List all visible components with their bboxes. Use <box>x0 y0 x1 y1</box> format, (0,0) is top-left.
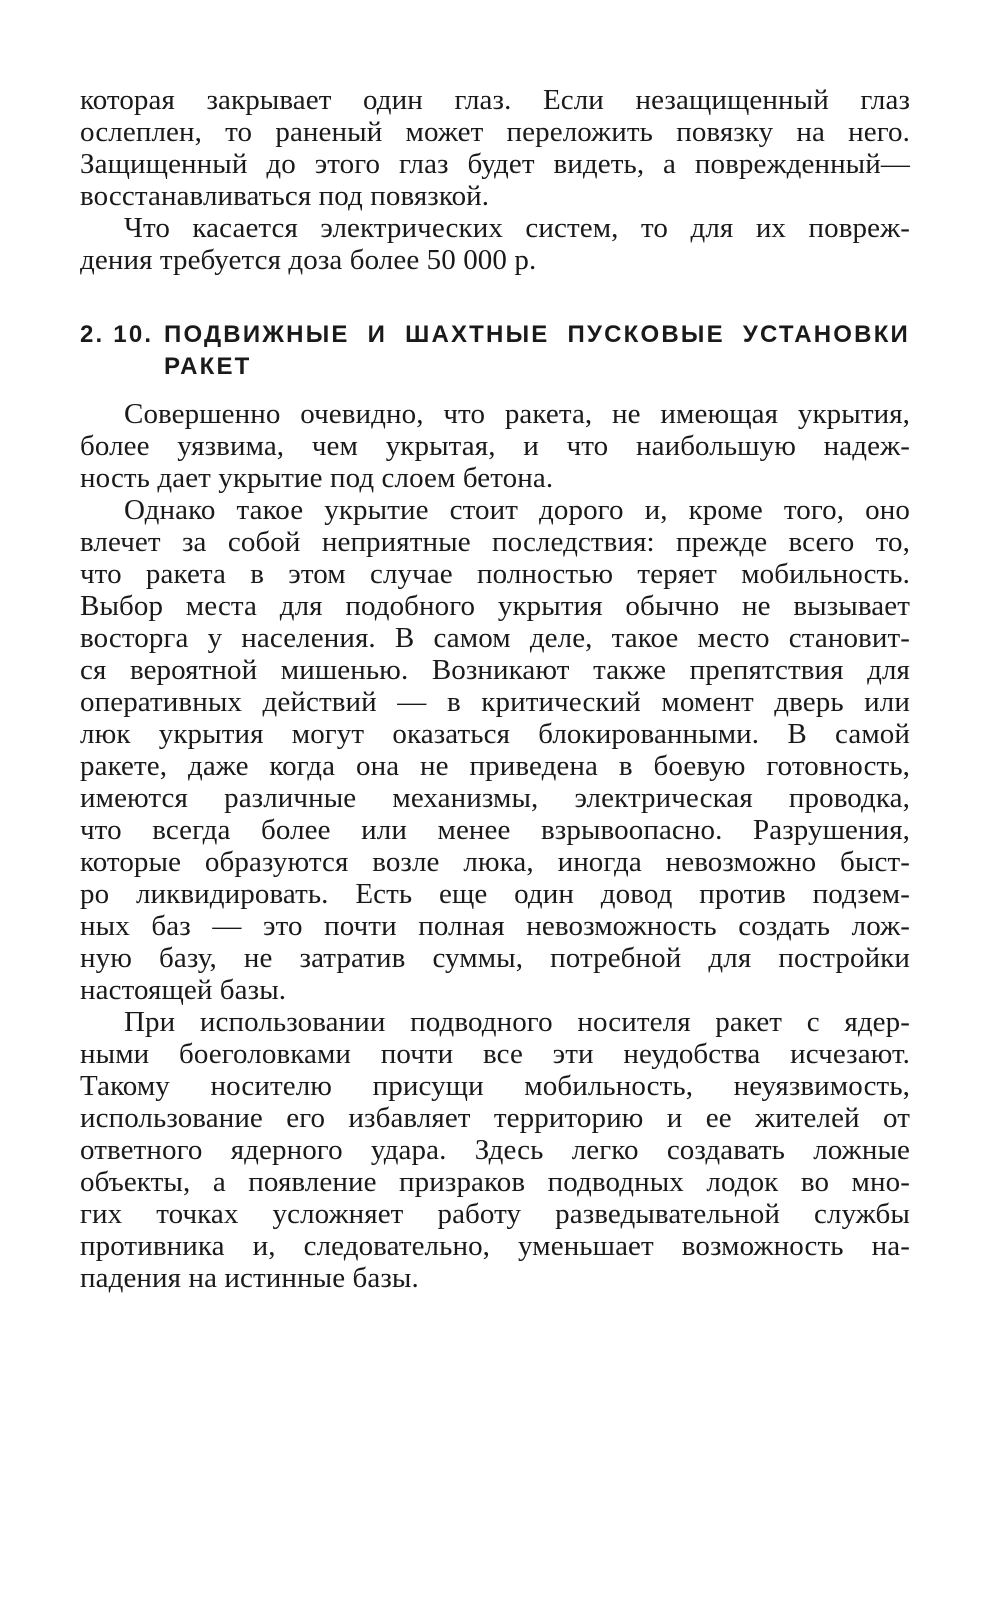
section-number-spacer <box>80 351 164 383</box>
text-line: более уязвима, чем укрытая, и что наибольшую надеж- <box>80 430 910 462</box>
text-line: ных баз — это почти полная невозможность создать лож- <box>80 910 910 942</box>
section-heading <box>80 319 910 383</box>
text-line: настоящей базы. <box>80 974 287 1006</box>
section-number: 2. 10. <box>80 321 154 348</box>
text-line: Защищенный до этого глаз будет видеть, а поврежденный— <box>80 148 910 180</box>
text-line: которая закрывает один глаз. Если незащищенный глаз <box>80 84 910 116</box>
text-line: ную базу, не затратив суммы, потребной для постройки <box>80 942 910 974</box>
book-page <box>80 84 910 1294</box>
text-line: ность дает укрытие под слоем бетона. <box>80 462 554 494</box>
text-line: ся вероятной мишенью. Возникают также препятствия для <box>80 654 910 686</box>
section-heading-row-1 <box>80 319 910 351</box>
text-line: влечет за собой неприятные последствия: прежде всего то, <box>80 526 910 558</box>
text-line: ракете, даже когда она не приведена в боевую готовность, <box>80 750 910 782</box>
text-line: имеются различные механизмы, электрическая проводка, <box>80 782 910 814</box>
intro-text <box>80 84 910 276</box>
text-line: восторга у населения. В самом деле, такое место становит- <box>80 622 910 654</box>
text-line: использование его избавляет территорию и ее жителей от <box>80 1102 910 1134</box>
text-line: что всегда более или менее взрывоопасно. Разрушения, <box>80 814 910 846</box>
body-paragraph <box>80 1006 910 1294</box>
section-title-line-2: РАКЕТ <box>164 353 252 380</box>
text-line: Однако такое укрытие стоит дорого и, кроме того, оно <box>124 494 910 526</box>
body-paragraph <box>80 398 910 494</box>
text-line: противника и, следовательно, уменьшает возможность на- <box>80 1230 910 1262</box>
body-paragraph <box>80 494 910 1006</box>
text-line: восстанавливаться под повязкой. <box>80 180 490 212</box>
text-line: Что касается электрических систем, то для их повреж- <box>124 212 910 244</box>
text-line: гих точках усложняет работу разведывательной службы <box>80 1198 910 1230</box>
text-line: объекты, а появление призраков подводных лодок во мно- <box>80 1166 910 1198</box>
text-line: ответного ядерного удара. Здесь легко создавать ложные <box>80 1134 910 1166</box>
section-body-text <box>80 398 910 1294</box>
text-line: что ракета в этом случае полностью теряет мобильность. <box>80 558 910 590</box>
intro-paragraph <box>80 84 910 212</box>
text-line: ослеплен, то раненый может переложить повязку на него. <box>80 116 910 148</box>
text-line: оперативных действий — в критический момент дверь или <box>80 686 910 718</box>
text-line: ро ликвидировать. Есть еще один довод против подзем- <box>80 878 910 910</box>
text-line: дения требуется доза более 50 000 р. <box>80 244 537 276</box>
text-line: При использовании подводного носителя ракет с ядер- <box>124 1006 910 1038</box>
intro-paragraph <box>80 212 910 276</box>
section-title-line-1: ПОДВИЖНЫЕ И ШАХТНЫЕ ПУСКОВЫЕ УСТАНОВКИ <box>164 321 910 348</box>
text-line: люк укрытия могут оказаться блокированными. В самой <box>80 718 910 750</box>
text-line: которые образуются возле люка, иногда невозможно быст- <box>80 846 910 878</box>
section-heading-row-2 <box>80 351 910 383</box>
text-line: Совершенно очевидно, что ракета, не имеющая укрытия, <box>124 398 910 430</box>
text-line: ными боеголовками почти все эти неудобства исчезают. <box>80 1038 910 1070</box>
text-line: Такому носителю присущи мобильность, неуязвимость, <box>80 1070 910 1102</box>
text-line: Выбор места для подобного укрытия обычно не вызывает <box>80 590 910 622</box>
text-line: падения на истинные базы. <box>80 1262 419 1294</box>
